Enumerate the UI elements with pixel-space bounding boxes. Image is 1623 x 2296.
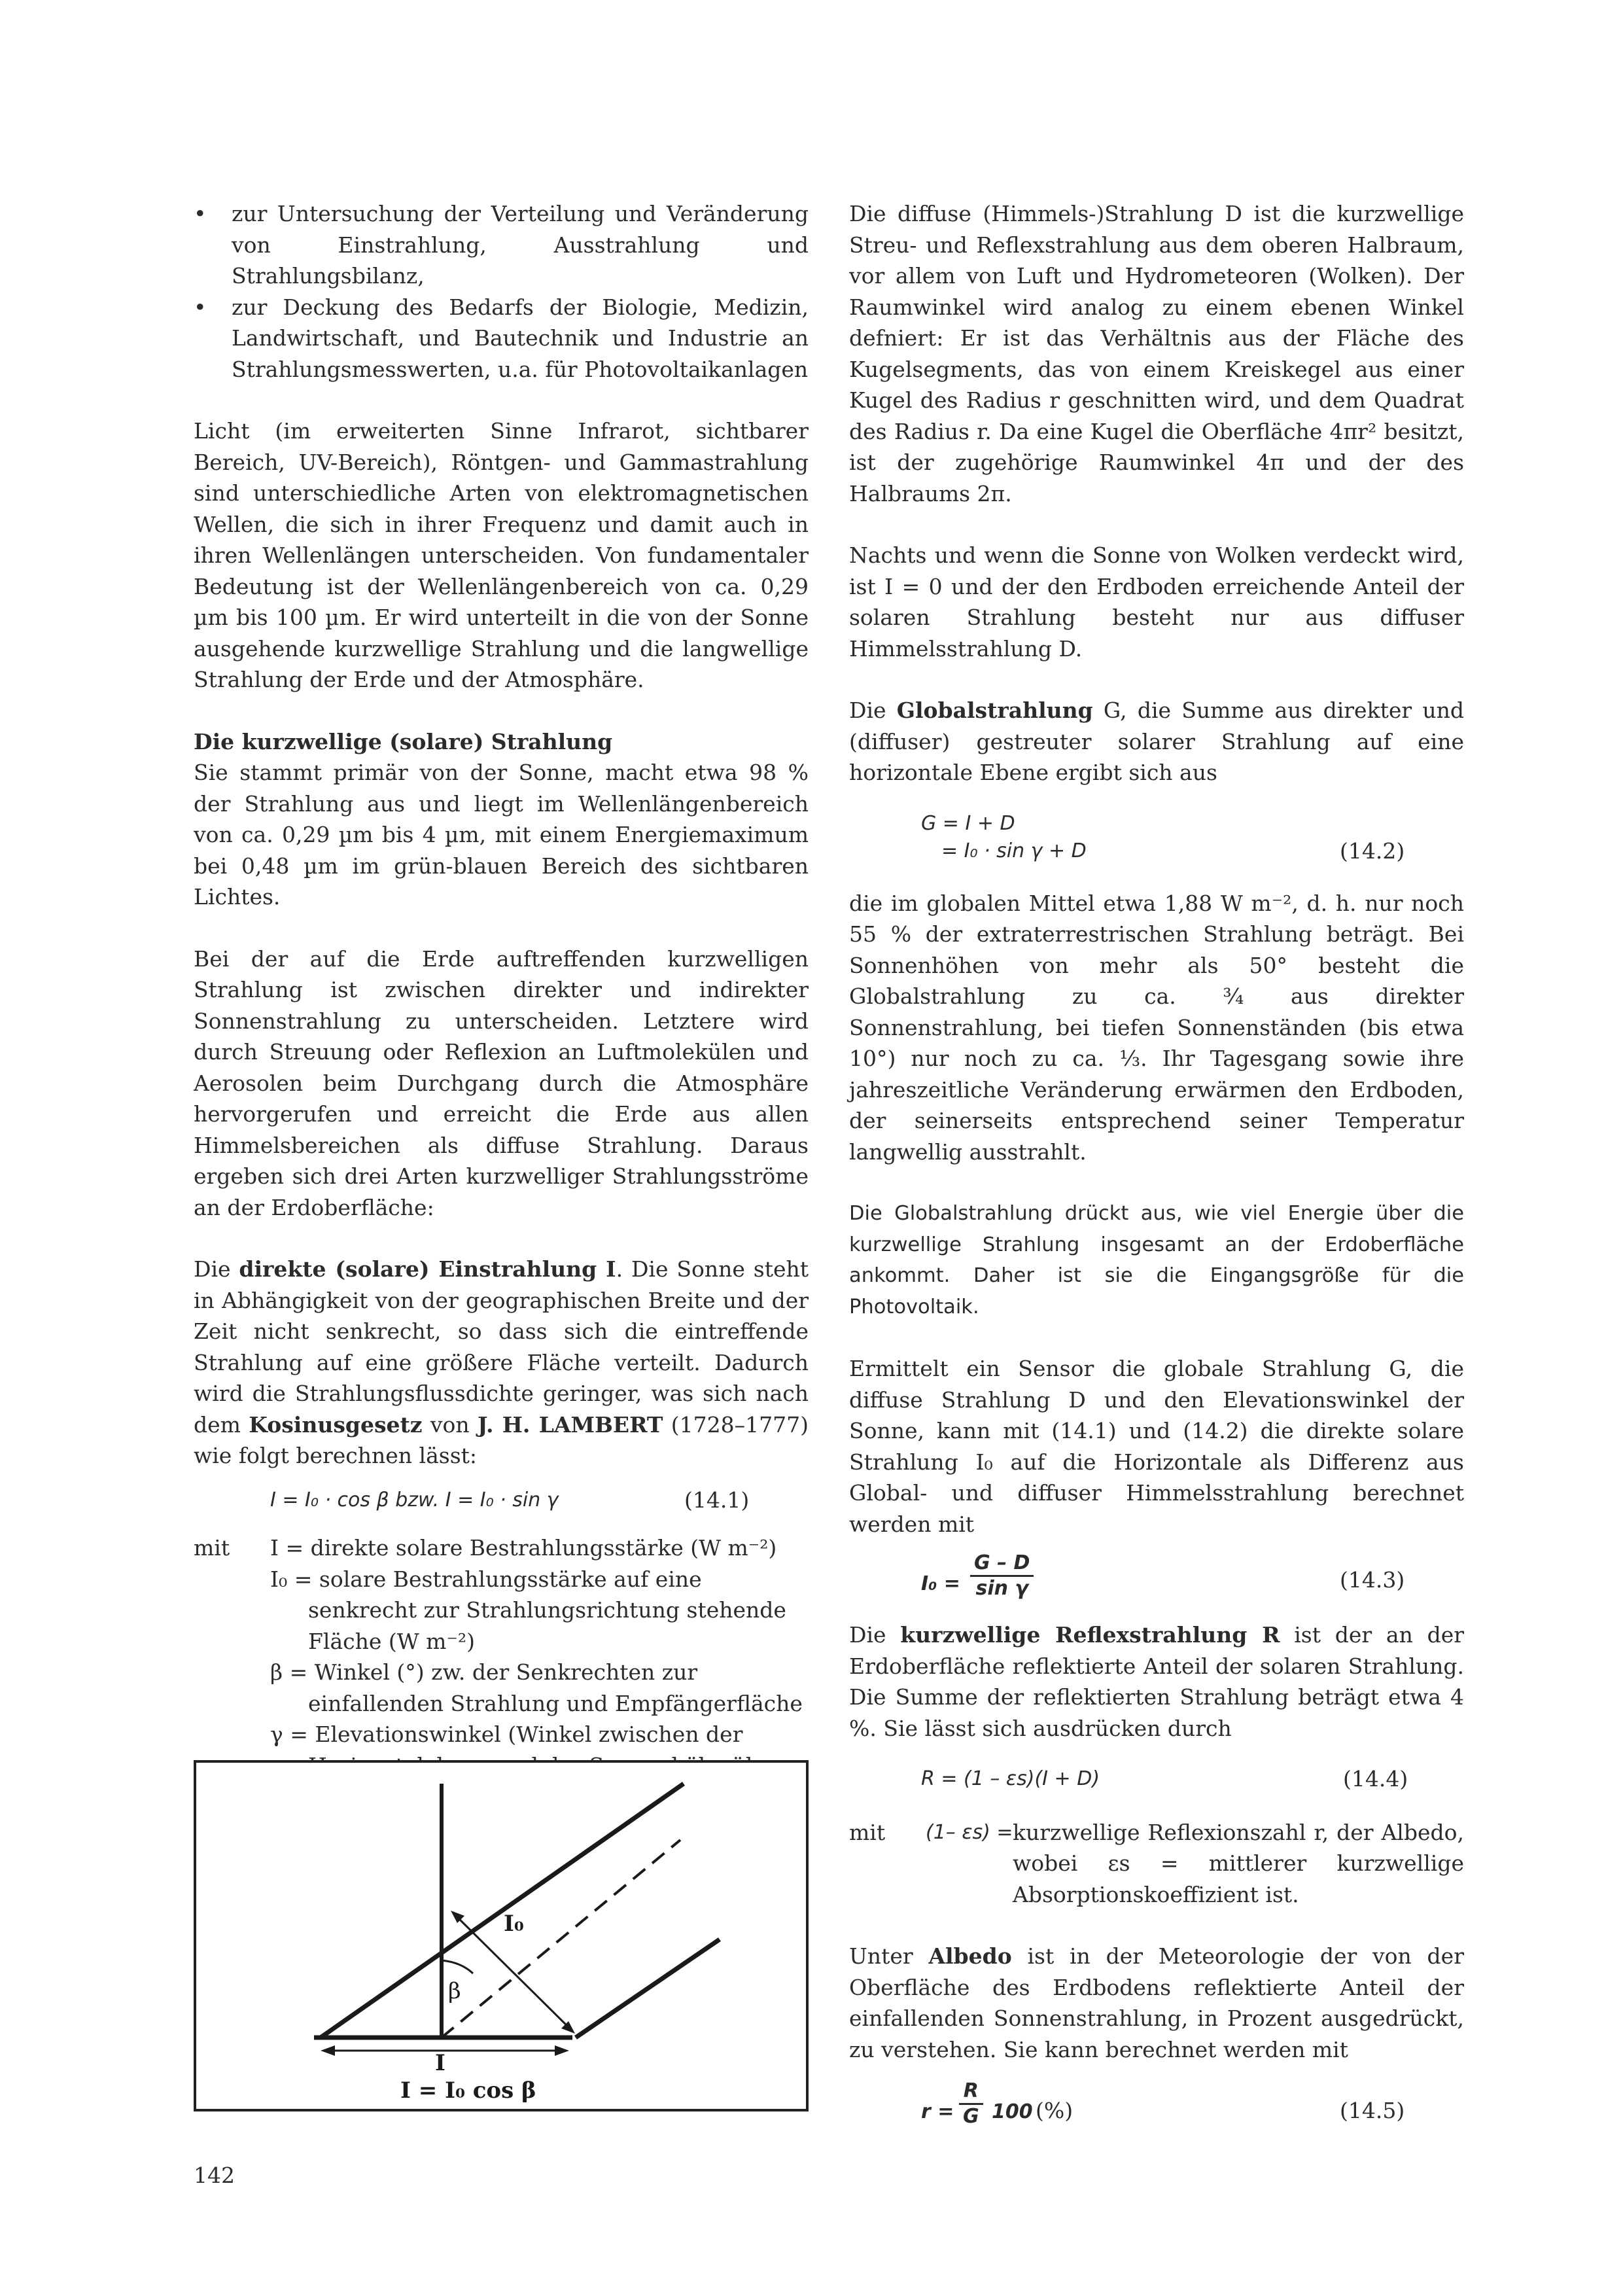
fraction-numerator: R bbox=[959, 2079, 983, 2105]
text-run: von bbox=[422, 1411, 478, 1438]
equation-number: (14.5) bbox=[1340, 2098, 1405, 2123]
paragraph-reflex bbox=[849, 1619, 1464, 1744]
term-lambert: J. H. LAMBERT bbox=[477, 1411, 663, 1438]
fraction bbox=[959, 2079, 983, 2128]
label-formula: I = I₀ cos β bbox=[400, 2077, 536, 2104]
mit-label: mit bbox=[194, 1535, 230, 1561]
equation-text: I = I₀ · cos β bzw. I = I₀ · sin γ bbox=[270, 1488, 559, 1511]
fraction bbox=[970, 1551, 1034, 1600]
equation-14-1 bbox=[194, 1485, 809, 1516]
heading-text: Die kurzwellige (solare) Strahlung bbox=[194, 728, 613, 754]
paragraph-bei: Bei der auf die Erde auftreffenden kurzwelligen Strahlung ist zwischen direkter und indirekter Sonnenstrahlung zu unterscheiden. Letztere wird durch Streuung oder Reflexion an Luftmolekülen und Aerosolen beim Durchgang durch die Atmosphäre hervorgerufen und erreicht die Erde aus allen Himmelsbereichen als diffuse Strahlung. Daraus ergeben sich drei Arten kurzwelliger Strahlungsströme an der Erdoberfläche: bbox=[194, 945, 809, 1220]
text-run: Die bbox=[849, 698, 897, 723]
term-kosinusgesetz: Kosinusgesetz bbox=[249, 1411, 423, 1438]
albedo-definition bbox=[849, 1817, 1464, 1911]
fraction-numerator: G – D bbox=[970, 1551, 1034, 1577]
text-run: Die bbox=[194, 1256, 239, 1282]
label-beta: β bbox=[448, 1978, 461, 2004]
equation-number: (14.3) bbox=[1340, 1567, 1405, 1593]
equation-text: G = I + D bbox=[921, 811, 1015, 835]
fraction-denominator: sin γ bbox=[975, 1577, 1028, 1600]
albedo-definition-text: kurzwellige Reflexionszahl r, der Albedo, wobei εs = mittlerer kurzwellige Absorptionskoeffizient ist. bbox=[1013, 1819, 1464, 1907]
text-run: G, die Summe aus direkter und (diffuser) gestreuter solarer Strahlung auf eine horizontale Ebene ergibt sich aus bbox=[849, 698, 1464, 785]
equation-factor: 100 bbox=[992, 2100, 1033, 2123]
equation-14-2-line1 bbox=[849, 808, 1464, 836]
definition-item: I₀ = solare Bestrahlungsstärke auf eine senkrecht zur Strahlungsrichtung stehende Fläche (W m⁻²) bbox=[270, 1566, 786, 1654]
bullet-item: • zur Deckung des Bedarfs der Biologie, Medizin, Landwirtschaft, und Bautechnik und Industrie an Strahlungsmesswerten, u.a. für Photovoltaikanlagen bbox=[194, 292, 809, 385]
paragraph-nachts: Nachts und wenn die Sonne von Wolken verdeckt wird, ist I = 0 und der den Erdboden erreichende Anteil der solaren Strahlung besteht nur aus diffuser Himmelsstrahlung D. bbox=[849, 542, 1464, 662]
label-i: I bbox=[435, 2050, 445, 2076]
label-i0: I₀ bbox=[504, 1911, 524, 1937]
text-run: Unter bbox=[849, 1943, 929, 1969]
equation-text: R = (1 – εs)(I + D) bbox=[921, 1767, 1100, 1790]
equation-text: = I₀ · sin γ + D bbox=[941, 839, 1087, 862]
equation-fraction bbox=[959, 2079, 983, 2128]
equation-14-5 bbox=[849, 2079, 1464, 2138]
term-albedo: Albedo bbox=[928, 1943, 1012, 1969]
section-heading bbox=[194, 726, 809, 758]
ray-boundary-right bbox=[576, 1939, 720, 2038]
bullet-list bbox=[194, 198, 809, 385]
paragraph-albedo bbox=[849, 1941, 1464, 2065]
paragraph-stammt: Sie stammt primär von der Sonne, macht etwa 98 % der Strahlung aus und liegt im Wellenlängenbereich von ca. 0,29 µm bis 4 µm, mit einem Energiemaximum bei 0,48 µm im grün-blauen Bereich des sichtbaren Lichtes. bbox=[194, 760, 809, 910]
paragraph-diffus: Die diffuse (Himmels-)Strahlung D ist die kurzwellige Streu- und Reflexstrahlung aus dem oberen Halbraum, vor allem von Luft und Hydrometeoren (Wolken). Der Raumwinkel wird analog zu einem ebenen Winkel defniert: Er ist das Verhältnis aus der Fläche des Kugelsegments, das von einem Kreiskegel aus einer Kugel des Radius r geschnitten wird, und dem Quadrat des Radius r. Da eine Kugel die Oberfläche 4πr² besitzt, ist der zugehörige Raumwinkel 4π und der des Halbraums 2π. bbox=[849, 201, 1464, 506]
definition-item: γ = Elevationswinkel (Winkel zwischen der bbox=[270, 1722, 743, 1747]
paragraph-drueckt: Die Globalstrahlung drückt aus, wie viel Energie über die kurzwellige Strahlung insgesamt an der Erdoberfläche ankommt. Daher ist sie die Eingangsgröße für die Photovoltaik. bbox=[849, 1202, 1464, 1318]
equation-14-3 bbox=[849, 1551, 1464, 1610]
equation-14-4 bbox=[849, 1763, 1464, 1795]
paragraph-ermittelt: Ermittelt ein Sensor die globale Strahlung G, die diffuse Strahlung D und den Elevationswinkel der Sonne, kann mit (14.1) und (14.2) die direkte solare Strahlung I₀ auf die Horizontale als Differenz aus Global- und diffuser Himmelsstrahlung berechnet werden mit bbox=[849, 1356, 1464, 1537]
page-number: 142 bbox=[194, 2163, 235, 2188]
arrowhead bbox=[321, 2045, 335, 2056]
equation-lhs: r = bbox=[921, 2100, 954, 2123]
beta-arc bbox=[442, 1960, 473, 1973]
text-run: ist in der Meteorologie der von der Oberfläche des Erdbodens reflektierte Anteil der einfallenden Sonnenstrahlung, in Prozent ausgedrückt, zu verstehen. Sie kann berechnet werden mit bbox=[849, 1943, 1464, 2062]
equation-lhs: I₀ = bbox=[921, 1572, 960, 1595]
bullet-item: • zur Untersuchung der Verteilung und Veränderung von Einstrahlung, Ausstrahlung und Strahlungsbilanz, bbox=[194, 198, 809, 292]
cosine-law-diagram bbox=[196, 1763, 806, 2109]
albedo-term: (1– εs) = bbox=[926, 1820, 1013, 1844]
fraction-denominator: G bbox=[963, 2105, 979, 2128]
text-run: (1728–1777) wie folgt berechnen lässt: bbox=[194, 1411, 809, 1468]
mit-label: mit bbox=[849, 1819, 886, 1845]
text-run: . Die Sonne steht in Abhängigkeit von der geographischen Breite und der Zeit nicht senkrecht, so dass sich die eintreffende Strahlung auf eine größere Fläche verteilt. Dadurch wird die Strahlungsflussdichte geringer, was sich nach dem bbox=[194, 1256, 809, 1438]
paragraph-licht: Licht (im erweiterten Sinne Infrarot, sichtbarer Bereich, UV-Bereich), Röntgen- und Gammastrahlung sind unterschiedliche Arten von elektromagnetischen Wellen, die sich in ihrer Frequenz und damit auch in ihren Wellenlängen unterscheiden. Von fundamentaler Bedeutung ist der Wellenlängenbereich von ca. 0,29 µm bis 100 µm. Er wird unterteilt in die von der Sonne ausgehende kurzwellige Strahlung und die langwellige Strahlung der Erde und der Atmosphäre. bbox=[194, 418, 809, 692]
text-run: ist der an der Erdoberfläche reflektierte Anteil der solaren Strahlung. Die Summe der reflektierten Strahlung beträgt etwa 4 %. Sie lässt sich ausdrücken durch bbox=[849, 1622, 1465, 1741]
term-globalstrahlung: Globalstrahlung bbox=[896, 698, 1093, 723]
equation-number: (14.2) bbox=[1340, 838, 1405, 864]
equation-14-2-line2 bbox=[849, 836, 1464, 868]
equation-fraction bbox=[970, 1551, 1034, 1600]
right-column bbox=[849, 198, 1464, 2138]
term-direkte-einstrahlung: direkte (solare) Einstrahlung I bbox=[239, 1256, 616, 1282]
arrowhead bbox=[555, 2045, 569, 2056]
figure-kosinusgesetz bbox=[194, 1760, 809, 2111]
text-run: Die bbox=[849, 1622, 901, 1648]
definition-item: I = direkte solare Bestrahlungsstärke (W m⁻²) bbox=[270, 1535, 777, 1561]
left-column bbox=[194, 198, 809, 1892]
paragraph-direkt bbox=[194, 1254, 809, 1472]
equation-number: (14.1) bbox=[684, 1487, 750, 1513]
term-reflexstrahlung: kurzwellige Reflexstrahlung R bbox=[900, 1622, 1280, 1648]
paragraph-global bbox=[849, 695, 1464, 788]
equation-unit: (%) bbox=[1036, 2098, 1073, 2123]
paragraph-mittel: die im globalen Mittel etwa 1,88 W m⁻², d. h. nur noch 55 % der extraterrestrischen Strahlung beträgt. Bei Sonnenhöhen von mehr als 50° besteht die Globalstrahlung zu ca. ¾ aus direkter Sonnenstrahlung, bei tiefen Sonnenständen (bis etwa 10°) nur noch zu ca. ⅓. Ihr Tagesgang sowie ihre jahreszeitliche Veränderung erwärmen den Erdboden, der seinerseits entsprechend seiner Temperatur langwellig ausstrahlt. bbox=[849, 890, 1464, 1165]
definition-item: β = Winkel (°) zw. der Senkrechten zur einfallenden Strahlung und Empfängerfläche bbox=[270, 1659, 803, 1716]
equation-number: (14.4) bbox=[1343, 1766, 1408, 1792]
